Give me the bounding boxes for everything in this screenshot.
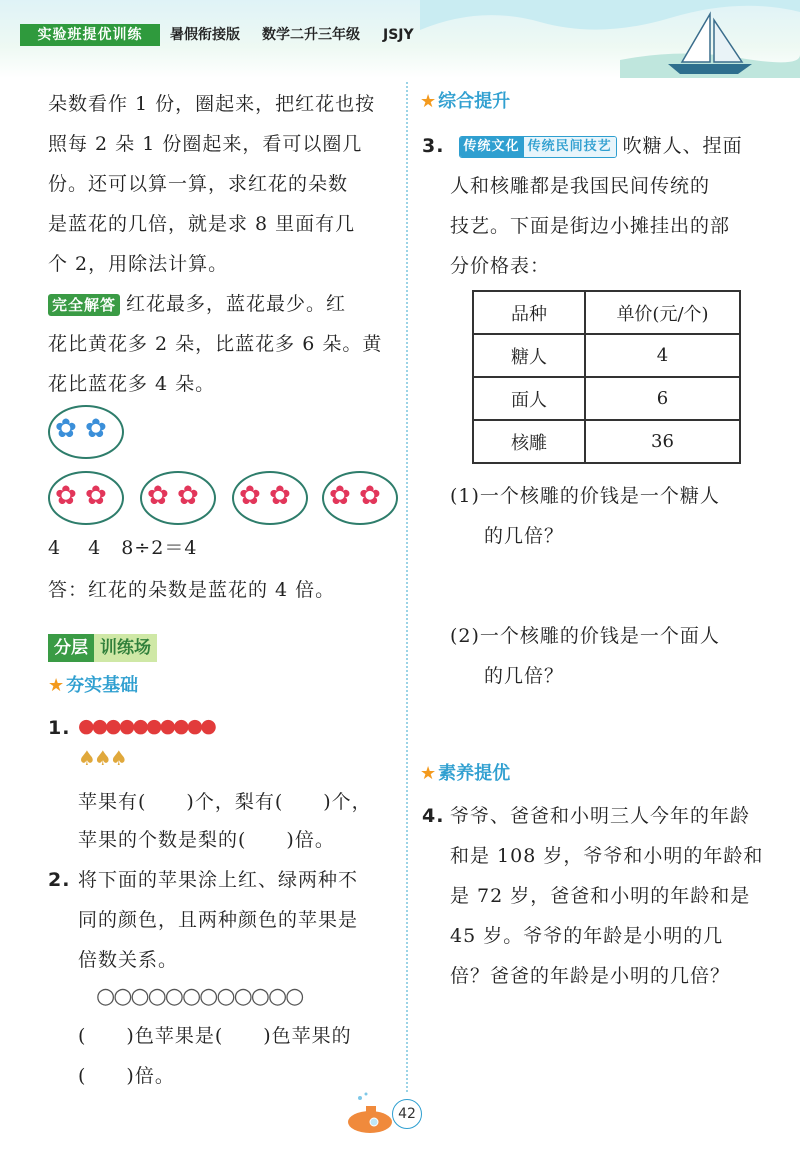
q1-line: 苹果的个数是梨的( )倍。 xyxy=(78,829,335,851)
table-cell: 核雕 xyxy=(473,420,585,463)
q1-no: 1. xyxy=(48,717,71,739)
q4-line: 45 岁。爷爷的年龄是小明的几 xyxy=(450,925,724,947)
series-title: 实验班提优训练 xyxy=(20,24,160,46)
table-row xyxy=(473,420,740,463)
q3-line: 技艺。下面是街边小摊挂出的部 xyxy=(450,215,731,237)
table-header-row xyxy=(473,291,740,334)
subject-label: 数学二升三年级 xyxy=(262,27,360,43)
answer-line: 答：红花的朵数是蓝花的 4 倍。 xyxy=(48,579,336,601)
section-literacy xyxy=(420,760,510,788)
section-basic xyxy=(48,672,138,700)
q3-text: 吹糖人、捏面 xyxy=(622,135,743,157)
page-number: 42 xyxy=(392,1099,422,1129)
section-basic-title: 夯实基础 xyxy=(66,675,139,696)
star-icon: ★ xyxy=(48,675,65,696)
price-table xyxy=(472,290,741,464)
section-literacy-title: 素养提优 xyxy=(438,763,511,784)
q2-line: 同的颜色，且两种颜色的苹果是 xyxy=(78,909,359,931)
red-flower-icon: ✿ xyxy=(85,481,107,511)
q2-number xyxy=(48,860,70,900)
q4-line: 是 72 岁，爸爸和小明的年龄和是 xyxy=(450,885,751,907)
solution-line: 花比蓝花多 4 朵。 xyxy=(48,373,216,395)
red-flower-icon: ✿ xyxy=(177,481,199,511)
banner-part-a: 分层 xyxy=(48,634,94,662)
q4-no: 4. xyxy=(422,805,445,827)
q3-line: 分价格表： xyxy=(450,255,551,277)
table-cell: 4 xyxy=(585,334,740,377)
q3-line: 人和核雕都是我国民间传统的 xyxy=(450,175,711,197)
q3-sub1: 的几倍？ xyxy=(484,525,565,547)
explain-line: 朵数看作 1 份，圈起来，把红花也按 xyxy=(48,93,376,115)
explain-line: 照每 2 朵 1 份圈起来，看可以圈几 xyxy=(48,133,363,155)
apples-icon-row: ●●●●●●●●●● xyxy=(78,715,214,737)
q3-first-line xyxy=(422,126,743,166)
explain-line: 是蓝花的几倍，就是求 8 里面有几 xyxy=(48,213,356,235)
boat-decoration xyxy=(420,0,800,78)
submarine-icon xyxy=(340,1090,396,1140)
solution-line: 花比黄花多 2 朵，比蓝花多 6 朵。黄 xyxy=(48,333,383,355)
red-flower-icon: ✿ xyxy=(269,481,291,511)
q2-fill: ( )倍。 xyxy=(78,1065,175,1087)
table-header: 品种 xyxy=(473,291,585,334)
q4-line: 爷爷、爸爸和小明三人今年的年龄 xyxy=(450,805,751,827)
q2-fill: ( )色苹果是( )色苹果的 xyxy=(78,1025,352,1047)
star-icon: ★ xyxy=(420,91,437,112)
q2-line: 将下面的苹果涂上红、绿两种不 xyxy=(78,869,359,891)
section-comprehensive xyxy=(420,88,510,116)
table-header: 单价(元/个) xyxy=(585,291,740,334)
figure-calculation: 4 4 8÷2＝4 xyxy=(48,537,198,559)
culture-tag xyxy=(459,136,617,158)
table-cell: 面人 xyxy=(473,377,585,420)
red-flower-icon: ✿ xyxy=(329,481,351,511)
table-row xyxy=(473,334,740,377)
edition-label: 暑假衔接版 xyxy=(170,27,240,43)
explain-line: 个 2，用除法计算。 xyxy=(48,253,229,275)
table-row xyxy=(473,377,740,420)
outline-apples-row: ○○○○○○○○○○○○ xyxy=(96,984,303,1009)
q3-sub2: 的几倍？ xyxy=(484,665,565,687)
q4-number xyxy=(422,796,444,836)
red-flower-icon: ✿ xyxy=(55,481,77,511)
explain-line: 份。还可以算一算，求红花的朵数 xyxy=(48,173,349,195)
culture-tag-b: 传统民间技艺 xyxy=(524,137,616,157)
q2-no: 2. xyxy=(48,869,71,891)
q1-number xyxy=(48,708,70,748)
table-cell: 36 xyxy=(585,420,740,463)
solution-text: 红花最多，蓝花最少。红 xyxy=(126,293,347,315)
blue-flower-icon: ✿ xyxy=(55,414,77,444)
blue-flower-icon: ✿ xyxy=(85,414,107,444)
q4-line: 倍？爸爸的年龄是小明的几倍？ xyxy=(450,965,731,987)
star-icon: ★ xyxy=(420,763,437,784)
banner-part-b: 训练场 xyxy=(94,634,157,662)
q3-no: 3. xyxy=(422,135,445,157)
red-flower-icon: ✿ xyxy=(359,481,381,511)
code-label: JSJY xyxy=(383,27,414,43)
red-flower-icon: ✿ xyxy=(147,481,169,511)
q3-sub2: (2)一个核雕的价钱是一个面人 xyxy=(450,625,720,647)
q2-line: 倍数关系。 xyxy=(78,949,179,971)
solution-line xyxy=(48,284,346,324)
q3-sub1: (1)一个核雕的价钱是一个糖人 xyxy=(450,485,720,507)
red-flower-icon: ✿ xyxy=(239,481,261,511)
column-divider xyxy=(406,82,408,1092)
q1-line: 苹果有( )个，梨有( )个， xyxy=(78,791,372,813)
table-cell: 糖人 xyxy=(473,334,585,377)
culture-tag-a: 传统文化 xyxy=(460,137,524,157)
solution-tag: 完全解答 xyxy=(48,294,120,316)
q4-line: 和是 108 岁，爷爷和小明的年龄和 xyxy=(450,845,764,867)
training-banner xyxy=(48,634,157,662)
pears-icon-row: ♠♠♠ xyxy=(78,746,126,770)
section-comprehensive-title: 综合提升 xyxy=(438,91,511,112)
table-cell: 6 xyxy=(585,377,740,420)
